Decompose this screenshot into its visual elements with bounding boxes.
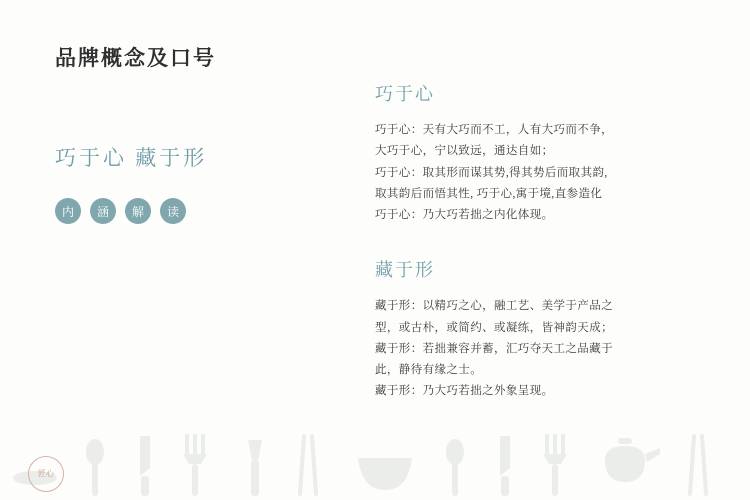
body-line: 型，或古朴，或简约、或凝练，皆神韵天成； xyxy=(375,321,613,334)
section-body xyxy=(375,120,695,226)
left-column xyxy=(55,42,355,224)
brand-slogan: 巧于心 藏于形 xyxy=(55,146,208,170)
page-title: 品牌概念及口号 xyxy=(55,46,216,70)
section-body xyxy=(375,296,695,402)
decorative-tools-band xyxy=(0,420,750,500)
body-line: 巧于心：乃大巧若拙之内化体现。 xyxy=(375,209,554,222)
section-qiaoyuxin xyxy=(375,80,695,226)
section-heading: 巧于心 xyxy=(375,84,435,104)
section-cangyuxing xyxy=(375,256,695,402)
body-line: 巧于心：天有大巧而不工，人有大巧而不争， xyxy=(375,124,613,136)
seal-stamp: 匠心 xyxy=(28,456,64,492)
body-line: 大巧于心，宁以致远，通达自如； xyxy=(375,145,554,158)
section-heading: 藏于形 xyxy=(375,260,435,281)
badge-group xyxy=(55,198,355,224)
badge-item: 涵 xyxy=(90,198,116,224)
body-line: 藏于形：若拙兼容并蓄，汇巧夺天工之品藏于 xyxy=(375,342,613,355)
body-line: 此，静待有缘之士。 xyxy=(375,364,483,377)
tool-silhouettes-icon xyxy=(0,420,750,500)
right-column xyxy=(375,80,695,403)
body-line: 取其韵后而悟其性, 巧于心,寓于境,直参造化 xyxy=(375,187,603,200)
body-line: 藏于形：乃大巧若拙之外象呈现。 xyxy=(375,385,554,398)
badge-item: 读 xyxy=(160,198,186,224)
body-line: 藏于形：以精巧之心，融工艺、美学于产品之 xyxy=(375,300,613,313)
badge-item: 内 xyxy=(55,198,81,224)
badge-item: 解 xyxy=(125,198,151,224)
body-line: 巧于心：取其形而谋其势,得其势后而取其韵, xyxy=(375,166,608,179)
